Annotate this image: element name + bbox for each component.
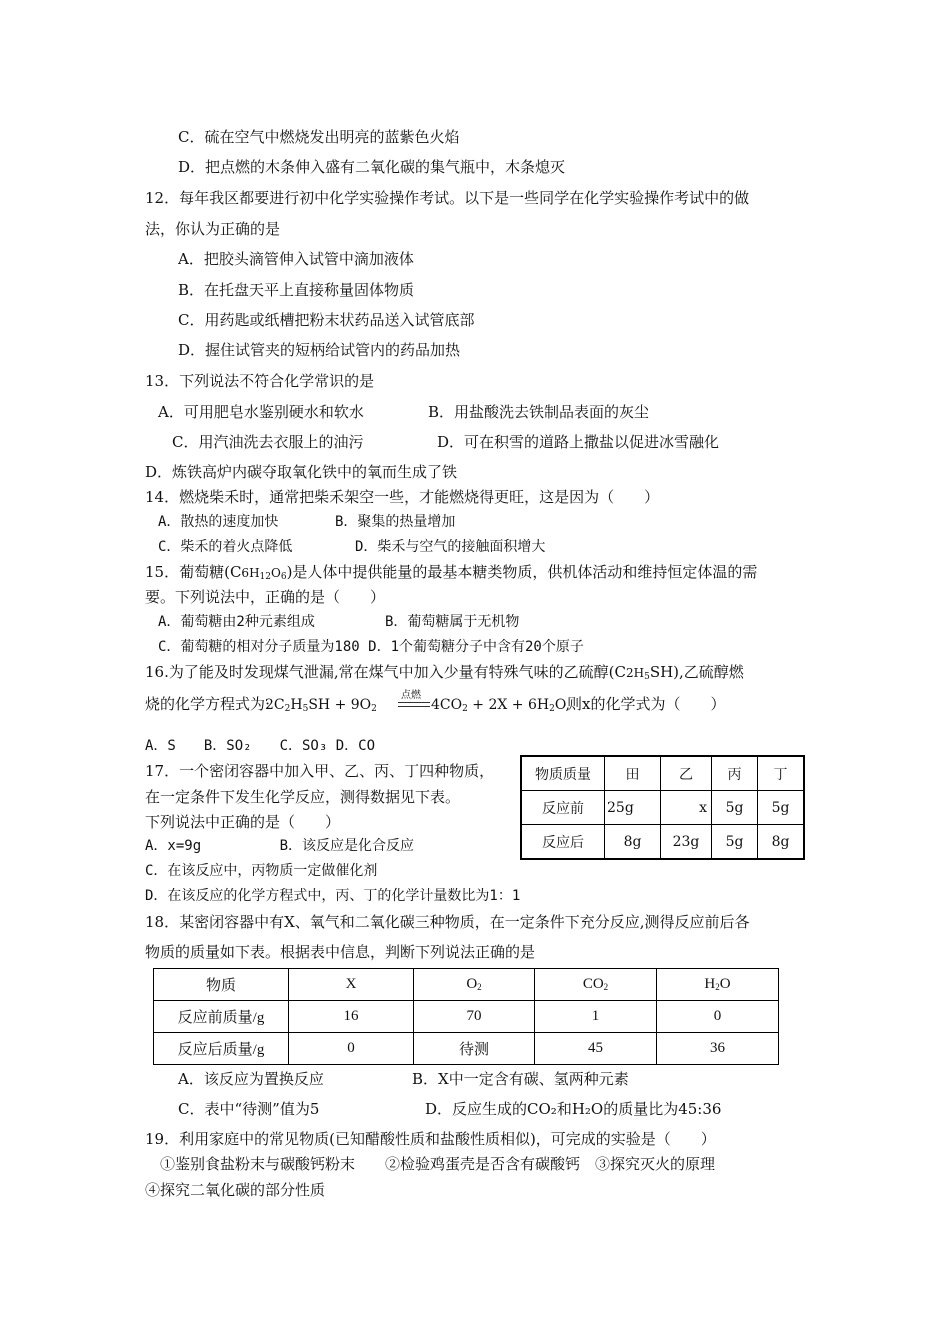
q16-stem-line2-post: 则x的化学式为（ ）	[567, 695, 726, 713]
q15-options-cd: C．葡萄糖的相对分子质量为180 D．1个葡萄糖分子中含有20个原子	[158, 639, 584, 655]
table-cell: 5g	[712, 825, 758, 860]
q13-option-d: D．可在积雪的道路上撒盐以促进冰雪融化	[437, 433, 720, 451]
table-cell: $O_2$	[414, 969, 535, 1001]
q18-data-table	[153, 968, 779, 1065]
table-cell: 8g	[605, 825, 661, 860]
table-cell: 45	[535, 1033, 657, 1065]
q12-option-b: B．在托盘天平上直接称量固体物质	[178, 281, 415, 299]
table-header-row	[521, 756, 804, 791]
table-cell: 5g	[712, 791, 758, 825]
q19-item4: ④探究二氧化碳的部分性质	[145, 1181, 326, 1199]
q15-stem-line1: 15．葡萄糖$(C6H_{12}O_6)$是人体中提供能量的最基本糖类物质，供机体活动和维持恒定体温的需	[145, 563, 758, 582]
table-cell: 25g	[605, 791, 661, 825]
table-cell: 反应前	[521, 791, 605, 825]
table-cell: x	[661, 791, 712, 825]
q14-stem: 14．燃烧柴禾时，通常把柴禾架空一些，才能燃烧得更旺，这是因为（ ）	[145, 488, 660, 506]
table-cell: 0	[289, 1033, 414, 1065]
q12-stem-line2: 法，你认为正确的是	[145, 220, 281, 238]
q17-data-table	[520, 755, 805, 860]
table-row	[521, 791, 804, 825]
q17-option-d: D．在该反应的化学方程式中，丙、丁的化学计量数比为1：1	[145, 888, 521, 904]
q12-option-d: D．握住试管夹的短柄给试管内的药品加热	[178, 341, 461, 359]
q14-option-c: C．柴禾的着火点降低	[158, 539, 293, 555]
q13-option-e: D．炼铁高炉内碳夺取氧化铁中的氧而生成了铁	[145, 463, 458, 481]
q15-option-b: B．葡萄糖属于无机物	[385, 614, 520, 630]
q19-stem: 19．利用家庭中的常见物质(已知醋酸性质和盐酸性质相似)，可完成的实验是（ ）	[145, 1130, 716, 1148]
q14-option-b: B．聚集的热量增加	[335, 514, 456, 530]
q11-option-c: C．硫在空气中燃烧发出明亮的蓝紫色火焰	[178, 128, 460, 146]
table-row	[154, 1001, 779, 1033]
q17-stem-line3: 下列说法中正确的是（ ）	[145, 813, 341, 831]
table-cell: $CO_2$	[535, 969, 657, 1001]
q16-options: A．S B．SO₂ C．SO₃ D．CO	[145, 738, 376, 754]
q13-option-b: B．用盐酸洗去铁制品表面的灰尘	[428, 403, 650, 421]
q17-option-c: C．在该反应中，丙物质一定做催化剂	[145, 863, 378, 879]
q18-option-d: D．反应生成的CO₂和H₂O的质量比为45:36	[425, 1100, 722, 1118]
table-cell: 反应前质量/g	[154, 1001, 289, 1033]
table-cell: 36	[657, 1033, 779, 1065]
table-cell: 丁	[758, 756, 805, 791]
table-cell: 23g	[661, 825, 712, 860]
q12-option-a: A．把胶头滴管伸入试管中滴加液体	[178, 250, 414, 268]
q12-stem-line1: 12．每年我区都要进行初中化学实验操作考试。以下是一些同学在化学实验操作考试中的做	[145, 189, 750, 207]
table-header-row	[154, 969, 779, 1001]
table-cell: 物质	[154, 969, 289, 1001]
q13-option-a: A．可用肥皂水鉴别硬水和软水	[158, 403, 364, 421]
table-cell: 70	[414, 1001, 535, 1033]
table-cell: 0	[657, 1001, 779, 1033]
table-cell: 8g	[758, 825, 805, 860]
q17-stem-line1: 17．一个密闭容器中加入甲、乙、丙、丁四种物质，	[145, 762, 495, 780]
table-cell: 5g	[758, 791, 805, 825]
q15-stem-line2: 要。下列说法中，正确的是（ ）	[145, 588, 386, 606]
q12-option-c: C．用药匙或纸槽把粉末状药品送入试管底部	[178, 311, 475, 329]
q14-option-d: D．柴禾与空气的接触面积增大	[355, 539, 546, 555]
q16-stem-line1: 16.为了能及时发现煤气泄漏,常在煤气中加入少量有特殊气味的乙硫醇$(C2H_5SH)$,乙硫醇燃	[145, 663, 744, 682]
table-row	[154, 1033, 779, 1065]
table-cell: 1	[535, 1001, 657, 1033]
table-cell: $H_2O$	[657, 969, 779, 1001]
q19-items: ①鉴别食盐粉末与碳酸钙粉末 ②检验鸡蛋壳是否含有碳酸钙 ③探究灭火的原理	[160, 1155, 716, 1173]
q14-option-a: A．散热的速度加快	[158, 514, 279, 530]
table-cell: 丙	[712, 756, 758, 791]
table-cell: 反应后质量/g	[154, 1033, 289, 1065]
q18-option-b: B．X中一定含有碳、氢两种元素	[412, 1070, 629, 1088]
q17-stem-line2: 在一定条件下发生化学反应，测得数据见下表。	[145, 788, 461, 806]
q13-stem: 13．下列说法不符合化学常识的是	[145, 372, 375, 390]
table-cell: 16	[289, 1001, 414, 1033]
q18-stem-line1: 18．某密闭容器中有X、氧气和二氧化碳三种物质，在一定条件下充分反应,测得反应前后各	[145, 913, 750, 931]
table-cell: 田	[605, 756, 661, 791]
equation-condition: 点燃	[401, 690, 421, 701]
q11-option-d: D．把点燃的木条伸入盛有二氧化碳的集气瓶中，木条熄灭	[178, 158, 566, 176]
table-cell: 乙	[661, 756, 712, 791]
q18-stem-line2: 物质的质量如下表。根据表中信息，判断下列说法正确的是	[145, 943, 536, 961]
table-cell: X	[289, 969, 414, 1001]
q17-options-ab: A．x=9g B．该反应是化合反应	[145, 838, 415, 854]
q16-stem-line2-pre: 烧的化学方程式为:	[145, 695, 271, 713]
q13-option-c: C．用汽油洗去衣服上的油污	[172, 433, 364, 451]
q18-option-a: A．该反应为置换反应	[178, 1070, 324, 1088]
table-row	[521, 825, 804, 860]
q15-option-a: A．葡萄糖由2种元素组成	[158, 614, 315, 630]
q18-option-c: C．表中“待测”值为5	[178, 1100, 320, 1118]
table-cell: 反应后	[521, 825, 605, 860]
q16-chemical-equation: $2C_2H_5SH + 9O_2$ 点燃 $4CO_2 + 2X + 6H_2O$,	[265, 690, 555, 720]
equation-arrow	[398, 702, 430, 707]
table-cell: 物质质量	[521, 756, 605, 791]
table-cell: 待测	[414, 1033, 535, 1065]
